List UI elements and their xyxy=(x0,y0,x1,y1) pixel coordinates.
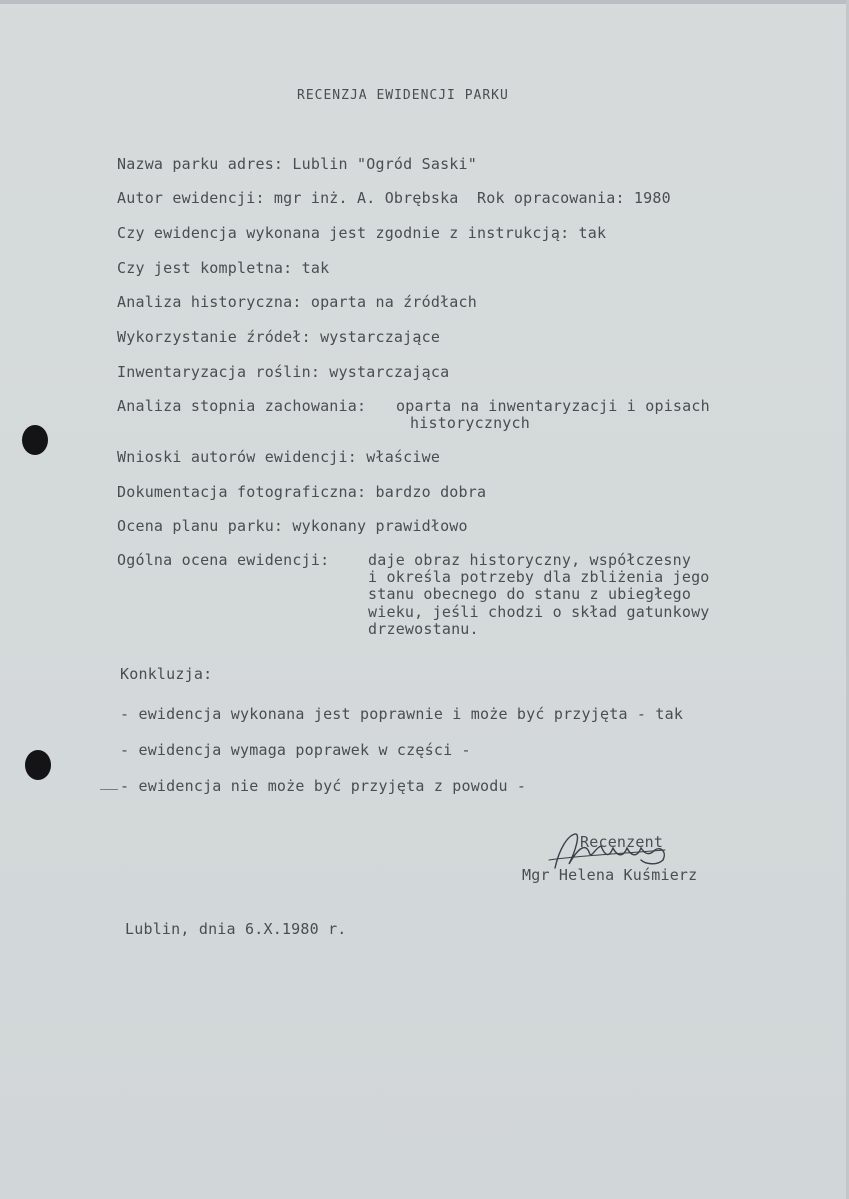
line-plan-assessment: Ocena planu parku: wykonany prawidłowo xyxy=(117,517,468,535)
ogolna-ocena-line-1: daje obraz historyczny, współczesny xyxy=(368,551,692,569)
paper-top-edge xyxy=(0,0,849,4)
line-author: Autor ewidencji: mgr inż. A. Obrębska Rok opracowania: 1980 xyxy=(117,189,671,207)
line-sources-usage: Wykorzystanie źródeł: wystarczające xyxy=(117,328,441,346)
line-park-name: Nazwa parku adres: Lublin "Ogród Saski" xyxy=(117,155,477,173)
analiza-stopnia-value-1: oparta na inwentaryzacji i opisach xyxy=(396,397,710,415)
konkluzja-item-1: - ewidencja wykonana jest poprawnie i może być przyjęta - tak xyxy=(120,705,684,723)
reviewer-role: Recenzent xyxy=(580,833,664,851)
ogolna-ocena-line-3: stanu obecnego do stanu z ubiegłego xyxy=(368,585,692,603)
margin-dash xyxy=(100,789,118,790)
konkluzja-item-2: - ewidencja wymaga poprawek w części - xyxy=(120,741,471,759)
line-photo-documentation: Dokumentacja fotograficzna: bardzo dobra xyxy=(117,483,487,501)
analiza-stopnia-label: Analiza stopnia zachowania: xyxy=(117,397,367,415)
place-and-date: Lublin, dnia 6.X.1980 r. xyxy=(125,920,347,938)
line-completeness: Czy jest kompletna: tak xyxy=(117,259,330,277)
line-instruction-compliance: Czy ewidencja wykonana jest zgodnie z instrukcją: tak xyxy=(117,224,607,242)
reviewer-name: Mgr Helena Kuśmierz xyxy=(522,866,698,884)
line-historical-analysis: Analiza historyczna: oparta na źródłach xyxy=(117,293,477,311)
punch-hole-top xyxy=(22,425,48,455)
analiza-stopnia-value-2: historycznych xyxy=(410,414,530,432)
line-conclusions: Wnioski autorów ewidencji: właściwe xyxy=(117,448,441,466)
ogolna-ocena-line-2: i określa potrzeby dla zbliżenia jego xyxy=(368,568,710,586)
konkluzja-label: Konkluzja: xyxy=(120,665,213,683)
ogolna-ocena-line-5: drzewostanu. xyxy=(368,620,479,638)
document-title: RECENZJA EWIDENCJI PARKU xyxy=(297,88,509,103)
line-plant-inventory: Inwentaryzacja roślin: wystarczająca xyxy=(117,363,450,381)
ogolna-ocena-line-4: wieku, jeśli chodzi o skład gatunkowy xyxy=(368,603,710,621)
ogolna-ocena-label: Ogólna ocena ewidencji: xyxy=(117,551,330,569)
punch-hole-bottom xyxy=(25,750,51,780)
konkluzja-item-3: - ewidencja nie może być przyjęta z powodu - xyxy=(120,777,527,795)
